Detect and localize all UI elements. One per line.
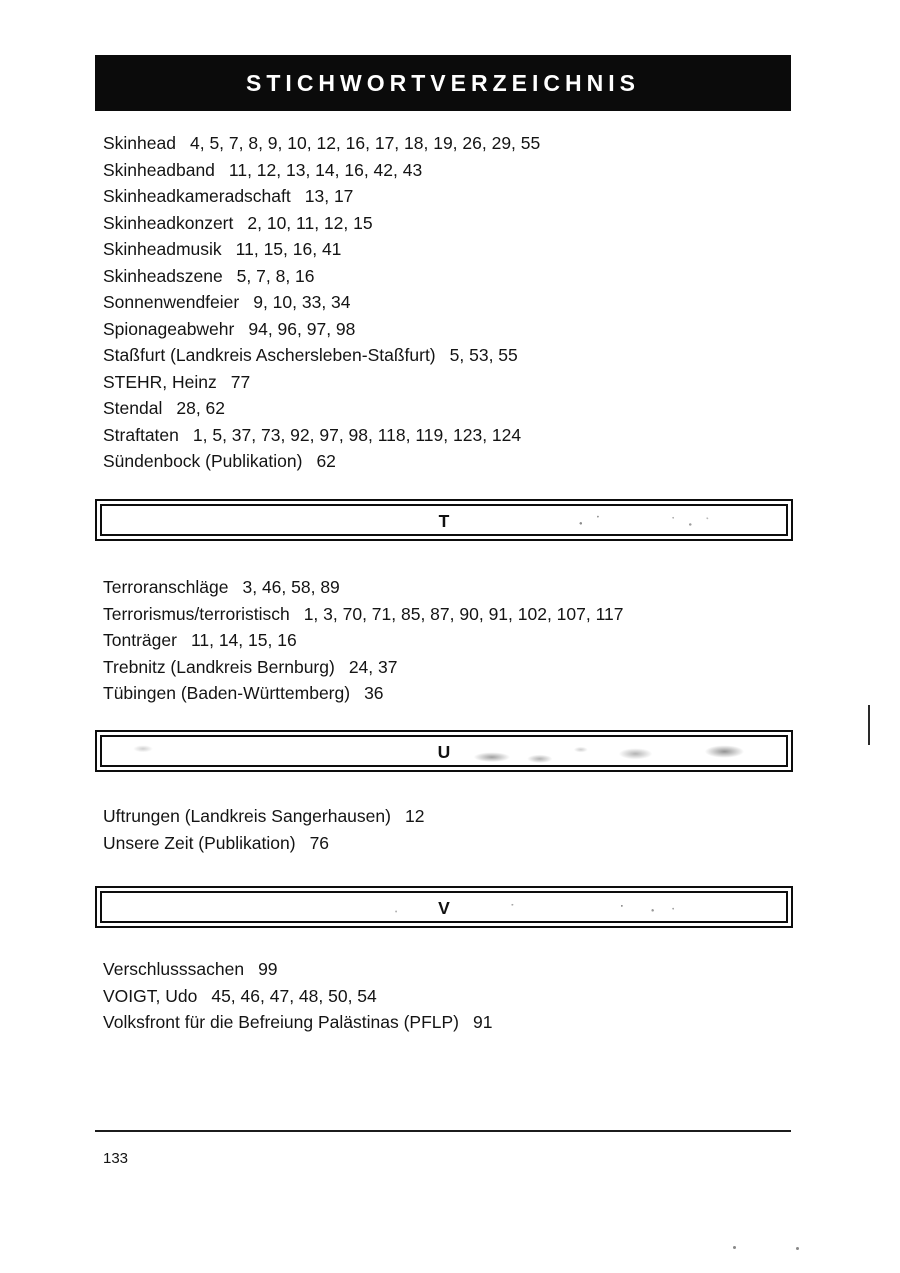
entry-pages: 12 xyxy=(404,806,425,826)
entry-pages: 13, 17 xyxy=(304,186,354,206)
index-entry xyxy=(103,395,833,422)
entry-pages: 5, 53, 55 xyxy=(449,345,518,365)
entry-term: Terroranschläge xyxy=(103,577,229,597)
page-number: 133 xyxy=(103,1150,129,1167)
entry-term: Staßfurt (Landkreis Aschersleben-Staßfurt) xyxy=(103,345,436,365)
scan-speck xyxy=(796,1247,799,1250)
entry-pages: 62 xyxy=(316,451,336,471)
divider-letter-t: T xyxy=(438,511,450,531)
entry-term: Skinheadszene xyxy=(103,265,223,286)
entry-pages: 11, 12, 13, 14, 16, 42, 43 xyxy=(228,159,423,180)
entry-pages: 11, 15, 16, 41 xyxy=(235,239,342,259)
scan-speck xyxy=(733,1246,736,1249)
header-bar xyxy=(95,55,791,111)
section-divider-t xyxy=(95,499,793,541)
index-entry xyxy=(103,289,833,316)
section-divider-u-inner xyxy=(100,735,788,767)
index-section-u xyxy=(103,803,833,856)
entry-term: Tonträger xyxy=(103,630,177,650)
index-entry xyxy=(103,316,833,343)
index-section-s xyxy=(103,130,833,475)
entry-term: Spionageabwehr xyxy=(103,318,235,339)
index-entry xyxy=(103,183,833,210)
section-divider-v-inner xyxy=(100,891,788,923)
index-entry xyxy=(103,448,833,475)
entry-term: Terrorismus/terroristisch xyxy=(103,603,290,624)
margin-mark xyxy=(868,705,870,745)
index-entry xyxy=(103,956,833,983)
entry-term: Uftrungen (Landkreis Sangerhausen) xyxy=(103,806,391,826)
entry-term: Skinheadband xyxy=(103,159,215,180)
entry-pages: 36 xyxy=(364,683,384,703)
index-entry xyxy=(103,130,833,157)
entry-pages: 76 xyxy=(309,832,330,853)
entry-term: Volksfront für die Befreiung Palästinas (PFLP) xyxy=(103,1012,460,1032)
index-entry xyxy=(103,627,833,654)
index-entry xyxy=(103,654,833,681)
divider-letter-u: U xyxy=(437,742,451,762)
index-entry xyxy=(103,983,833,1010)
entry-term: Skinhead xyxy=(103,133,176,153)
entry-term: Skinheadkameradschaft xyxy=(103,186,291,206)
entry-term: VOIGT, Udo xyxy=(103,985,198,1006)
entry-term: Sündenbock (Publikation) xyxy=(103,451,303,471)
entry-pages: 3, 46, 58, 89 xyxy=(242,577,340,597)
entry-pages: 99 xyxy=(258,959,278,979)
entry-term: Trebnitz (Landkreis Bernburg) xyxy=(103,656,335,677)
entry-term: Skinheadmusik xyxy=(103,239,222,259)
index-entry xyxy=(103,601,833,628)
index-section-t xyxy=(103,574,833,707)
index-entry xyxy=(103,369,833,396)
section-divider-t-inner xyxy=(100,504,788,536)
page-title: STICHWORTVERZEICHNIS xyxy=(246,69,640,96)
entry-term: Stendal xyxy=(103,398,163,418)
section-divider-u xyxy=(95,730,793,772)
divider-letter-v: V xyxy=(438,898,450,918)
entry-term: Verschlusssachen xyxy=(103,959,245,979)
entry-term: Straftaten xyxy=(103,424,179,445)
entry-term: Tübingen (Baden-Württemberg) xyxy=(103,683,351,703)
entry-pages: 91 xyxy=(473,1012,493,1032)
entry-pages: 1, 5, 37, 73, 92, 97, 98, 118, 119, 123, 124 xyxy=(192,424,522,445)
entry-pages: 1, 3, 70, 71, 85, 87, 90, 91, 102, 107, 117 xyxy=(303,603,624,624)
entry-term: Skinheadkonzert xyxy=(103,212,234,233)
entry-pages: 2, 10, 11, 12, 15 xyxy=(247,212,373,233)
index-entry xyxy=(103,422,833,449)
entry-pages: 77 xyxy=(230,371,251,392)
index-entry xyxy=(103,157,833,184)
index-entry xyxy=(103,236,833,263)
footer-rule xyxy=(95,1130,791,1132)
entry-pages: 94, 96, 97, 98 xyxy=(248,318,356,339)
entry-pages: 24, 37 xyxy=(348,656,398,677)
index-entry xyxy=(103,803,833,830)
entry-term: Sonnenwendfeier xyxy=(103,292,240,312)
entry-term: Unsere Zeit (Publikation) xyxy=(103,832,296,853)
section-divider-v xyxy=(95,886,793,928)
entry-pages: 5, 7, 8, 16 xyxy=(236,265,315,286)
entry-pages: 45, 46, 47, 48, 50, 54 xyxy=(211,985,377,1006)
index-entry xyxy=(103,342,833,369)
index-entry xyxy=(103,1009,833,1036)
index-entry xyxy=(103,830,833,857)
index-entry xyxy=(103,263,833,290)
index-entry xyxy=(103,574,833,601)
entry-pages: 4, 5, 7, 8, 9, 10, 12, 16, 17, 18, 19, 26, 29, 55 xyxy=(189,133,541,153)
entry-pages: 9, 10, 33, 34 xyxy=(253,292,351,312)
entry-pages: 11, 14, 15, 16 xyxy=(190,630,297,650)
index-entry xyxy=(103,210,833,237)
entry-pages: 28, 62 xyxy=(176,398,226,418)
index-entry xyxy=(103,680,833,707)
index-section-v xyxy=(103,956,833,1036)
entry-term: STEHR, Heinz xyxy=(103,371,217,392)
